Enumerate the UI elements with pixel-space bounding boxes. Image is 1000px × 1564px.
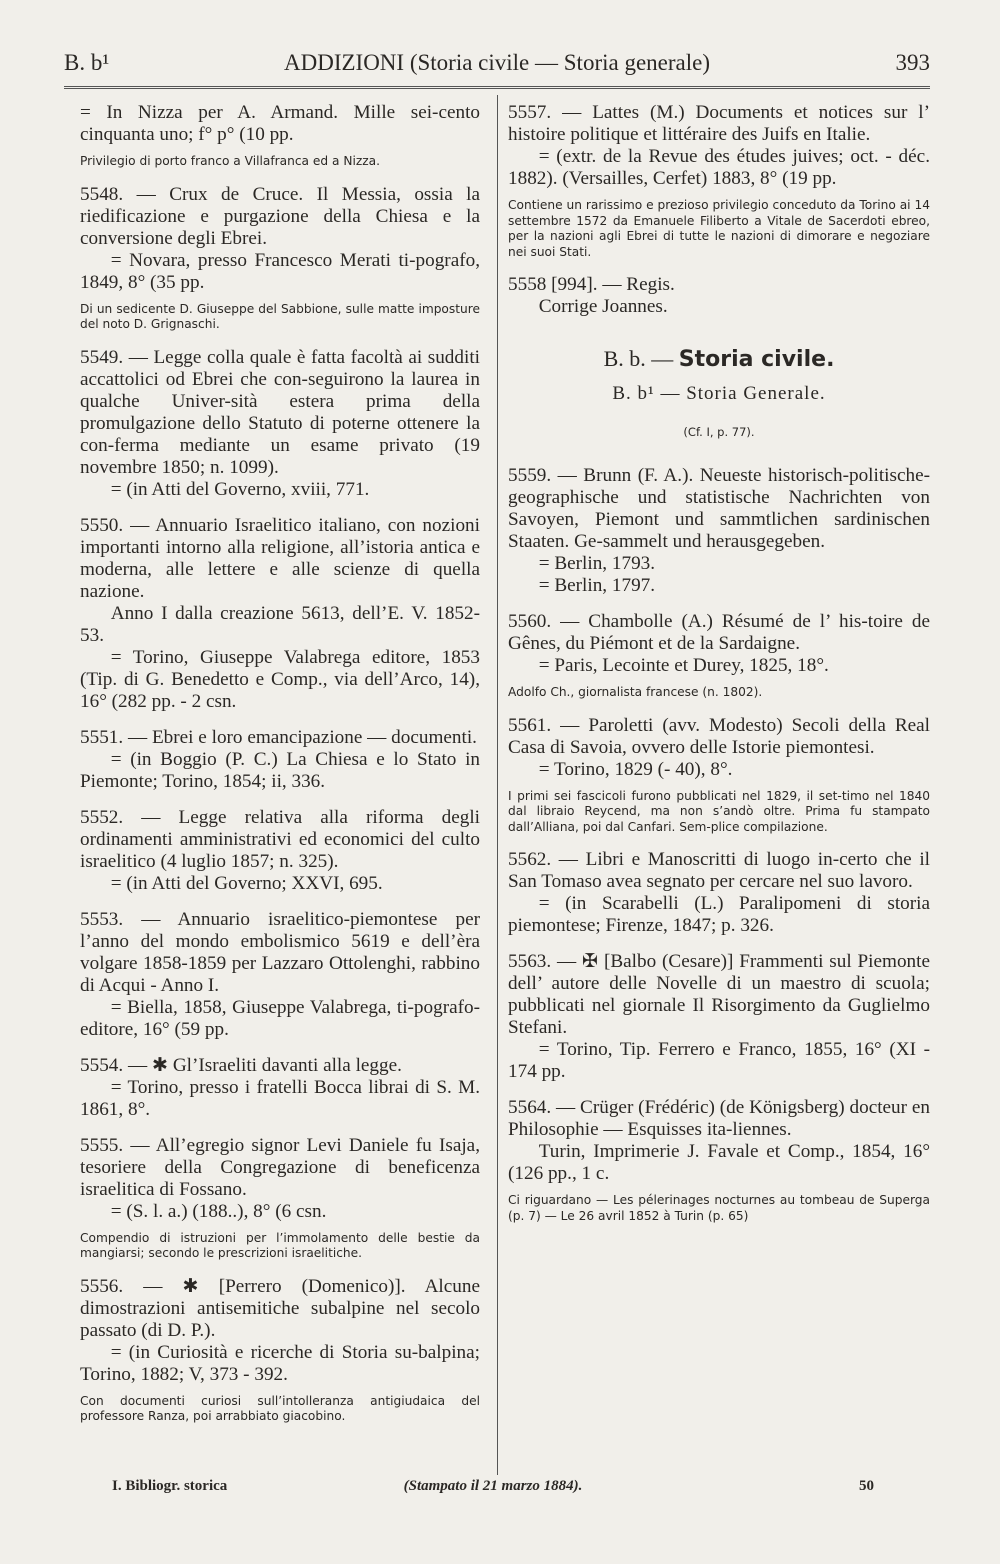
entry-text: 5555. — All’egregio signor Levi Daniele fu Isaja, tesoriere della Congregazione di beneficenza israelitica di Fossano. [80,1134,480,1200]
entry-text: 5562. — Libri e Manoscritti di luogo in-certo che il San Tomaso avea segnato per cercare nel suo lavoro. [508,849,930,892]
entry-imprint: Turin, Imprimerie J. Favale et Comp., 1854, 16° (126 pp., 1 c. [508,1141,930,1184]
entry-5558 [508,274,930,318]
entry-imprint: = Torino, Tip. Ferrero e Franco, 1855, 16° (XI - 174 pp. [508,1039,930,1082]
entry-5554 [80,1055,480,1121]
entry-imprint-2: = Berlin, 1797. [538,575,656,596]
entry-imprint: = (S. l. a.) (188..), 8° (6 csn. [110,1200,327,1222]
entry-text: 5560. — Chambolle (A.) Résumé de l’ his-toire de Gênes, du Piémont et de la Sardaigne. [508,611,930,654]
entry-text: 5550. — Annuario Israelitico italiano, con nozioni importanti intorno alla religione, all’istoria antica e moderna, alle lettere e alle scienze di quella nazione. [80,514,480,602]
entry-text: 5549. — Legge colla quale è fatta facoltà ai sudditi accattolici od Ebrei che con-seguirono la laurea in qualche Univer-sità estera prima della promulgazione dello Statuto di poterne ottenere la con-ferma mediante un esame privato (19 novembre 1850; n. 1099). [80,346,480,478]
entry-note: Privilegio di porto franco a Villafranca ed a Nizza. [80,154,380,168]
entry-imprint: = (in Atti del Governo; XXVI, 695. [110,872,383,894]
entry-text: 5556. — ✱ [Perrero (Domenico)]. Alcune dimostrazioni antisemitiche subalpine nel secolo passato (di D. P.). [80,1275,480,1341]
header-section-mark: B. b¹ [64,50,110,75]
entry-5557 [508,102,930,260]
page-footer [112,1478,874,1504]
section-title-text: Storia civile. [678,347,835,372]
entry-5560 [508,611,930,701]
entry-text: 5551. — Ebrei e loro emancipazione — documenti. [80,726,477,748]
entry-imprint: = Biella, 1858, Giuseppe Valabrega, ti-pografo-editore, 16° (59 pp. [80,996,480,1040]
entry-5556 [80,1276,480,1425]
entry-text: 5557. — Lattes (M.) Documents et notices sur l’ histoire politique et littéraire des Juifs en Italie. [508,102,930,145]
entry-imprint: = (in Curiosità e ricerche di Storia su-balpina; Torino, 1882; V, 373 - 392. [80,1341,480,1385]
entry-note: Contiene un rarissimo e prezioso privilegio conceduto da Torino ai 14 settembre 1572 da Emanuele Filiberto a Vitale de Sacerdoti ebreo, per la nazioni agli Ebrei di tutte le nazioni di dimorare e negoziare nei suoi Stati. [508,198,930,259]
entry-5561 [508,715,930,836]
entry-text: 5564. — Crüger (Frédéric) (de Königsberg) docteur en Philosophie — Esquisses ita-liennes. [508,1097,930,1140]
entry-text: 5553. — Annuario israelitico-piemontese per l’anno del mondo embolismico 5619 e dell’èra volgare 1858-1859 per Lazzaro Ottolenghi, rabbino di Acqui - Anno I. [80,908,480,996]
section-subtitle: B. b¹ — Storia Generale. [612,383,826,404]
entry-imprint: = (in Scarabelli (L.) Paralipomeni di storia piemontese; Firenze, 1847; p. 326. [508,893,930,936]
column-divider [497,95,498,1475]
entry-text: 5561. — Paroletti (avv. Modesto) Secoli della Real Casa di Savoia, ovvero delle Istorie piemontesi. [508,714,930,758]
entry-text: = In Nizza per A. Armand. Mille sei-cento cinquanta uno; f° p° (10 pp. [80,102,480,145]
entry-imprint: = Berlin, 1793. [538,553,656,574]
entry-5564 [508,1097,930,1224]
entry-5547-continued [80,102,480,170]
entry-5559 [508,465,930,597]
entry-imprint: = (in Boggio (P. C.) La Chiesa e lo Stato in Piemonte; Torino, 1854; ii, 336. [80,748,480,792]
entry-imprint: = Torino, Giuseppe Valabrega editore, 1853 (Tip. di G. Benedetto e Comp., via dell’Arco, 14), 16° (282 pp. - 2 csn. [80,646,480,712]
running-header [64,46,930,86]
entry-imprint: = Paris, Lecointe et Durey, 1825, 18°. [538,655,829,676]
entry-continuation: Corrige Joannes. [538,296,668,317]
entry-text: 5559. — Brunn (F. A.). Neueste historisch-politische-geographische und statistische Nachrichten von Savoyen, Piemont und sammtlichen sardinischen Staaten. Ge-sammelt und herausgegeben. [508,465,930,552]
entry-text: 5548. — Crux de Cruce. Il Messia, ossia la riedificazione e purgazione della Chiesa e la conversione degli Ebrei. [80,183,480,249]
entry-5563 [508,951,930,1083]
entry-5548 [80,184,480,333]
entry-5552 [80,807,480,895]
entry-imprint: = (extr. de la Revue des études juives; oct. - déc. 1882). (Versailles, Cerfet) 1883, 8° (19 pp. [508,146,930,189]
page-number: 393 [895,50,930,75]
entry-imprint: = Novara, presso Francesco Merati ti-pografo, 1849, 8° (35 pp. [80,249,480,293]
entry-continuation: Anno I dalla creazione 5613, dell’E. V. 1852-53. [80,602,480,646]
entry-text: 5552. — Legge relativa alla riforma degli ordinamenti amministrativi ed economici del culto israelitico (4 luglio 1857; n. 325). [80,806,480,872]
entry-5550 [80,515,480,713]
section-title [508,348,930,371]
header-rule [64,86,930,89]
entry-5551 [80,727,480,793]
entry-5549 [80,347,480,501]
entry-imprint: = Torino, 1829 (- 40), 8°. [538,758,733,780]
entry-5553 [80,909,480,1041]
entry-text: 5563. — ✠ [Balbo (Cesare)] Frammenti sul Piemonte dell’ autore delle Novelle di un maestro di scuola; pubblicati nel giornale Il Risorgimento da Guglielmo Stefani. [508,951,930,1038]
entry-note: Con documenti curiosi sull’intolleranza antigiudaica del professore Ranza, poi arrabbiato giacobino. [80,1393,480,1423]
footer-print-date: (Stampato il 21 marzo 1884). [403,1478,583,1494]
entry-text: 5558 [994]. — Regis. [508,274,675,295]
entry-imprint: = Torino, presso i fratelli Bocca librai di S. M. 1861, 8°. [80,1076,480,1120]
entry-note: I primi sei fascicoli furono pubblicati nel 1829, il set-timo nel 1840 dal libraio Reycend, ma non s’andò oltre. Prima fu stampato dall’Alliana, poi dal Canfari. Sem-plice compilazione. [508,788,930,834]
right-column [508,102,930,1238]
entry-note: Di un sedicente D. Giuseppe del Sabbione, sulle matte imposture del noto D. Grignaschi. [80,301,480,331]
left-column [80,102,480,1439]
footer-sheet-number: 50 [859,1478,874,1494]
header-title: ADDIZIONI (Storia civile — Storia generale) [284,50,710,75]
entry-imprint: = (in Atti del Governo, xviii, 771. [110,478,370,500]
entry-text: 5554. — ✱ Gl’Israeliti davanti alla legge. [80,1054,402,1076]
entry-5562 [508,849,930,937]
section-cross-reference: (Cf. I, p. 77). [683,425,755,439]
entry-5555 [80,1135,480,1262]
entry-note: Adolfo Ch., giornalista francese (n. 1802). [508,685,763,699]
entry-note: Ci riguardano — Les pélerinages nocturnes au tombeau de Superga (p. 7) — Le 26 avril 1852 à Turin (p. 65) [508,1193,930,1223]
footer-signature: I. Bibliogr. storica [112,1478,228,1494]
section-title-prefix: B. b. — [603,346,674,371]
entry-note: Compendio di istruzioni per l’immolamento delle bestie da mangiarsi; secondo le prescrizioni israelitiche. [80,1230,480,1260]
